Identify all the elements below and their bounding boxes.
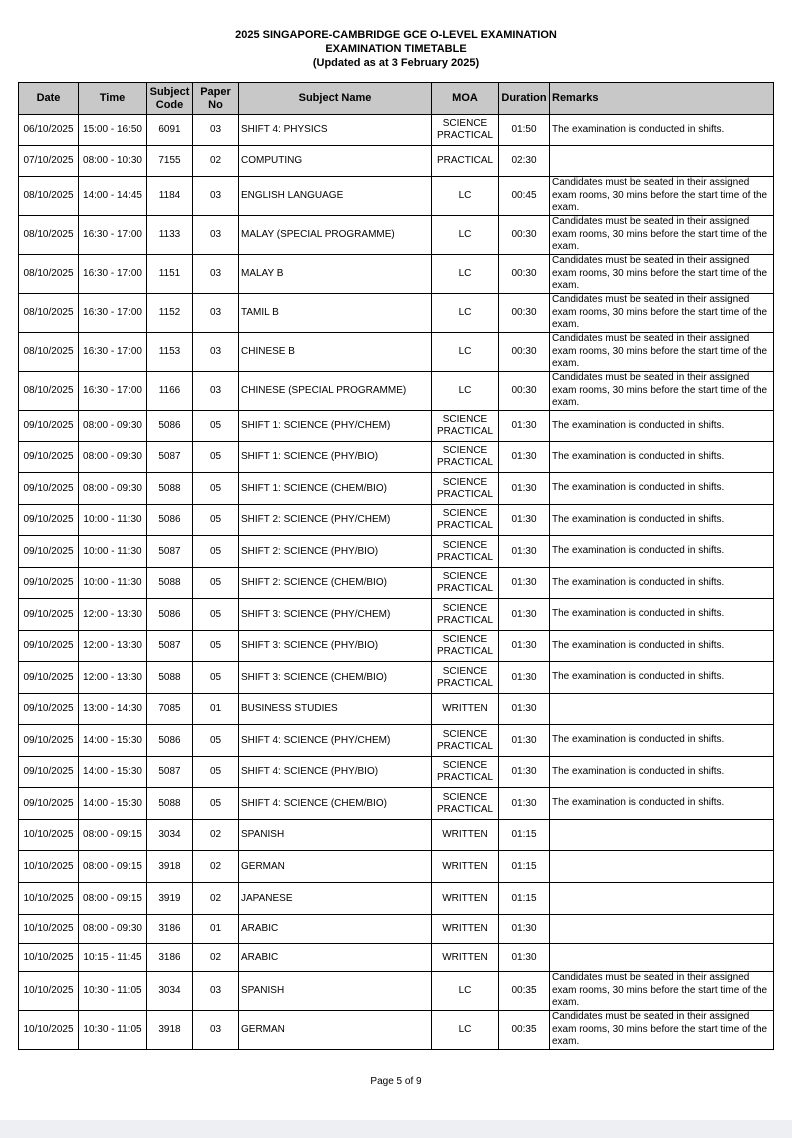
- cell-paper-no: 03: [193, 333, 239, 372]
- cell-remarks: The examination is conducted in shifts.: [550, 442, 774, 473]
- cell-remarks: The examination is conducted in shifts.: [550, 662, 774, 694]
- cell-time: 08:00 - 10:30: [79, 146, 147, 177]
- cell-subject-code: 5088: [147, 788, 193, 820]
- cell-remarks: Candidates must be seated in their assigned exam rooms, 30 mins before the start time of the exam.: [550, 972, 774, 1011]
- table-row: [19, 757, 774, 788]
- cell-time: 14:00 - 15:30: [79, 757, 147, 788]
- cell-remarks: The examination is conducted in shifts.: [550, 568, 774, 599]
- cell-paper-no: 02: [193, 883, 239, 915]
- cell-time: 15:00 - 16:50: [79, 115, 147, 146]
- cell-subject-code: 1151: [147, 255, 193, 294]
- table-row: [19, 255, 774, 294]
- table-row: [19, 216, 774, 255]
- cell-remarks: The examination is conducted in shifts.: [550, 599, 774, 631]
- cell-subject-name: SPANISH: [239, 820, 432, 851]
- cell-date: 09/10/2025: [19, 757, 79, 788]
- cell-subject-name: SHIFT 3: SCIENCE (PHY/BIO): [239, 631, 432, 662]
- cell-paper-no: 05: [193, 725, 239, 757]
- cell-subject-name: SHIFT 1: SCIENCE (PHY/CHEM): [239, 411, 432, 442]
- cell-date: 08/10/2025: [19, 372, 79, 411]
- cell-date: 09/10/2025: [19, 411, 79, 442]
- cell-duration: 01:15: [499, 883, 550, 915]
- cell-date: 10/10/2025: [19, 883, 79, 915]
- cell-moa: WRITTEN: [432, 851, 499, 883]
- cell-moa: SCIENCE PRACTICAL: [432, 115, 499, 146]
- cell-time: 10:30 - 11:05: [79, 972, 147, 1011]
- cell-time: 14:00 - 14:45: [79, 177, 147, 216]
- cell-time: 16:30 - 17:00: [79, 372, 147, 411]
- cell-duration: 01:30: [499, 411, 550, 442]
- cell-date: 08/10/2025: [19, 216, 79, 255]
- timetable-body: [19, 115, 774, 1050]
- cell-moa: WRITTEN: [432, 820, 499, 851]
- cell-date: 08/10/2025: [19, 333, 79, 372]
- timetable-table: [18, 82, 774, 1050]
- cell-remarks: [550, 146, 774, 177]
- cell-subject-code: 1153: [147, 333, 193, 372]
- table-row: [19, 473, 774, 505]
- table-row: [19, 851, 774, 883]
- cell-subject-code: 5088: [147, 473, 193, 505]
- cell-moa: SCIENCE PRACTICAL: [432, 442, 499, 473]
- cell-remarks: The examination is conducted in shifts.: [550, 757, 774, 788]
- cell-remarks: [550, 944, 774, 972]
- cell-date: 08/10/2025: [19, 177, 79, 216]
- cell-paper-no: 05: [193, 757, 239, 788]
- cell-date: 10/10/2025: [19, 1011, 79, 1050]
- cell-remarks: [550, 915, 774, 944]
- cell-subject-name: SHIFT 4: PHYSICS: [239, 115, 432, 146]
- cell-paper-no: 05: [193, 662, 239, 694]
- cell-moa: PRACTICAL: [432, 146, 499, 177]
- cell-subject-code: 3034: [147, 972, 193, 1011]
- cell-paper-no: 03: [193, 1011, 239, 1050]
- cell-remarks: Candidates must be seated in their assigned exam rooms, 30 mins before the start time of the exam.: [550, 216, 774, 255]
- cell-subject-name: SHIFT 3: SCIENCE (PHY/CHEM): [239, 599, 432, 631]
- cell-paper-no: 05: [193, 536, 239, 568]
- cell-remarks: Candidates must be seated in their assigned exam rooms, 30 mins before the start time of the exam.: [550, 333, 774, 372]
- cell-date: 07/10/2025: [19, 146, 79, 177]
- col-header-duration: Duration: [499, 83, 550, 115]
- cell-moa: SCIENCE PRACTICAL: [432, 568, 499, 599]
- cell-time: 08:00 - 09:15: [79, 883, 147, 915]
- cell-subject-name: COMPUTING: [239, 146, 432, 177]
- cell-subject-name: SHIFT 4: SCIENCE (PHY/BIO): [239, 757, 432, 788]
- cell-subject-name: ARABIC: [239, 944, 432, 972]
- cell-duration: 01:30: [499, 694, 550, 725]
- cell-subject-code: 5088: [147, 568, 193, 599]
- cell-moa: SCIENCE PRACTICAL: [432, 788, 499, 820]
- cell-subject-name: SHIFT 1: SCIENCE (PHY/BIO): [239, 442, 432, 473]
- cell-time: 08:00 - 09:30: [79, 473, 147, 505]
- cell-subject-code: 3919: [147, 883, 193, 915]
- update-note: (Updated as at 3 February 2025): [312, 57, 480, 69]
- cell-duration: 01:30: [499, 536, 550, 568]
- cell-remarks: The examination is conducted in shifts.: [550, 473, 774, 505]
- table-row: [19, 536, 774, 568]
- cell-subject-code: 5088: [147, 662, 193, 694]
- cell-moa: WRITTEN: [432, 944, 499, 972]
- timetable-title: EXAMINATION TIMETABLE: [325, 43, 467, 55]
- cell-duration: 01:30: [499, 442, 550, 473]
- col-header-time: Time: [79, 83, 147, 115]
- cell-paper-no: 05: [193, 568, 239, 599]
- cell-paper-no: 03: [193, 294, 239, 333]
- cell-moa: LC: [432, 972, 499, 1011]
- table-row: [19, 1011, 774, 1050]
- cell-subject-name: SHIFT 4: SCIENCE (PHY/CHEM): [239, 725, 432, 757]
- table-row: [19, 294, 774, 333]
- cell-paper-no: 05: [193, 599, 239, 631]
- cell-moa: LC: [432, 177, 499, 216]
- cell-moa: LC: [432, 216, 499, 255]
- cell-moa: WRITTEN: [432, 694, 499, 725]
- cell-duration: 01:30: [499, 505, 550, 536]
- cell-subject-code: 7085: [147, 694, 193, 725]
- cell-moa: WRITTEN: [432, 915, 499, 944]
- table-row: [19, 177, 774, 216]
- table-header-row: [19, 83, 774, 115]
- cell-date: 10/10/2025: [19, 915, 79, 944]
- cell-paper-no: 03: [193, 177, 239, 216]
- cell-paper-no: 02: [193, 851, 239, 883]
- cell-remarks: The examination is conducted in shifts.: [550, 505, 774, 536]
- table-row: [19, 599, 774, 631]
- cell-date: 09/10/2025: [19, 442, 79, 473]
- cell-moa: SCIENCE PRACTICAL: [432, 505, 499, 536]
- cell-date: 09/10/2025: [19, 631, 79, 662]
- cell-paper-no: 05: [193, 631, 239, 662]
- cell-duration: 00:30: [499, 372, 550, 411]
- cell-subject-code: 3034: [147, 820, 193, 851]
- cell-paper-no: 02: [193, 820, 239, 851]
- cell-time: 13:00 - 14:30: [79, 694, 147, 725]
- cell-duration: 01:30: [499, 473, 550, 505]
- cell-subject-code: 1184: [147, 177, 193, 216]
- cell-remarks: The examination is conducted in shifts.: [550, 631, 774, 662]
- cell-subject-code: 5087: [147, 757, 193, 788]
- table-row: [19, 333, 774, 372]
- cell-moa: LC: [432, 255, 499, 294]
- cell-date: 10/10/2025: [19, 972, 79, 1011]
- cell-date: 09/10/2025: [19, 788, 79, 820]
- cell-remarks: [550, 820, 774, 851]
- cell-subject-name: GERMAN: [239, 851, 432, 883]
- cell-subject-name: GERMAN: [239, 1011, 432, 1050]
- cell-duration: 01:50: [499, 115, 550, 146]
- cell-duration: 01:15: [499, 820, 550, 851]
- cell-duration: 00:30: [499, 255, 550, 294]
- cell-duration: 00:30: [499, 294, 550, 333]
- cell-subject-code: 5086: [147, 725, 193, 757]
- cell-date: 09/10/2025: [19, 662, 79, 694]
- viewer-bottom-bar: [0, 1120, 792, 1138]
- cell-paper-no: 03: [193, 216, 239, 255]
- cell-subject-name: SPANISH: [239, 972, 432, 1011]
- cell-moa: SCIENCE PRACTICAL: [432, 631, 499, 662]
- cell-remarks: The examination is conducted in shifts.: [550, 536, 774, 568]
- col-header-subject-name: Subject Name: [239, 83, 432, 115]
- cell-moa: SCIENCE PRACTICAL: [432, 662, 499, 694]
- cell-time: 16:30 - 17:00: [79, 255, 147, 294]
- table-row: [19, 694, 774, 725]
- cell-subject-name: SHIFT 3: SCIENCE (CHEM/BIO): [239, 662, 432, 694]
- cell-time: 16:30 - 17:00: [79, 333, 147, 372]
- cell-duration: 00:45: [499, 177, 550, 216]
- cell-subject-code: 5087: [147, 442, 193, 473]
- cell-duration: 01:30: [499, 631, 550, 662]
- cell-duration: 01:30: [499, 599, 550, 631]
- page-number: Page 5 of 9: [370, 1076, 422, 1087]
- cell-subject-name: BUSINESS STUDIES: [239, 694, 432, 725]
- cell-date: 09/10/2025: [19, 599, 79, 631]
- cell-duration: 02:30: [499, 146, 550, 177]
- cell-date: 09/10/2025: [19, 725, 79, 757]
- table-row: [19, 662, 774, 694]
- col-header-remarks: Remarks: [550, 83, 774, 115]
- cell-duration: 00:30: [499, 216, 550, 255]
- cell-subject-code: 1166: [147, 372, 193, 411]
- cell-subject-name: MALAY B: [239, 255, 432, 294]
- cell-duration: 00:35: [499, 1011, 550, 1050]
- cell-duration: 00:30: [499, 333, 550, 372]
- cell-date: 09/10/2025: [19, 568, 79, 599]
- cell-subject-code: 5087: [147, 536, 193, 568]
- cell-moa: SCIENCE PRACTICAL: [432, 473, 499, 505]
- cell-subject-code: 5086: [147, 599, 193, 631]
- cell-subject-code: 5087: [147, 631, 193, 662]
- table-row: [19, 725, 774, 757]
- cell-duration: 01:30: [499, 725, 550, 757]
- cell-time: 16:30 - 17:00: [79, 294, 147, 333]
- cell-moa: LC: [432, 1011, 499, 1050]
- cell-paper-no: 05: [193, 442, 239, 473]
- table-row: [19, 631, 774, 662]
- cell-remarks: Candidates must be seated in their assigned exam rooms, 30 mins before the start time of the exam.: [550, 1011, 774, 1050]
- cell-paper-no: 03: [193, 255, 239, 294]
- table-row: [19, 883, 774, 915]
- cell-subject-name: SHIFT 2: SCIENCE (PHY/CHEM): [239, 505, 432, 536]
- cell-duration: 01:30: [499, 757, 550, 788]
- cell-date: 09/10/2025: [19, 536, 79, 568]
- cell-date: 09/10/2025: [19, 505, 79, 536]
- cell-moa: SCIENCE PRACTICAL: [432, 599, 499, 631]
- cell-time: 08:00 - 09:30: [79, 411, 147, 442]
- cell-time: 10:30 - 11:05: [79, 1011, 147, 1050]
- cell-remarks: Candidates must be seated in their assigned exam rooms, 30 mins before the start time of the exam.: [550, 372, 774, 411]
- cell-date: 08/10/2025: [19, 294, 79, 333]
- cell-subject-name: CHINESE B: [239, 333, 432, 372]
- cell-paper-no: 03: [193, 372, 239, 411]
- cell-paper-no: 01: [193, 915, 239, 944]
- col-header-paper-no: Paper No: [193, 83, 239, 115]
- cell-paper-no: 05: [193, 473, 239, 505]
- cell-remarks: The examination is conducted in shifts.: [550, 788, 774, 820]
- cell-subject-name: JAPANESE: [239, 883, 432, 915]
- table-row: [19, 146, 774, 177]
- cell-date: 10/10/2025: [19, 851, 79, 883]
- cell-remarks: Candidates must be seated in their assigned exam rooms, 30 mins before the start time of the exam.: [550, 255, 774, 294]
- cell-time: 12:00 - 13:30: [79, 631, 147, 662]
- table-row: [19, 442, 774, 473]
- cell-time: 10:00 - 11:30: [79, 505, 147, 536]
- table-row: [19, 788, 774, 820]
- cell-duration: 00:35: [499, 972, 550, 1011]
- cell-subject-name: SHIFT 2: SCIENCE (PHY/BIO): [239, 536, 432, 568]
- cell-subject-code: 1152: [147, 294, 193, 333]
- cell-moa: LC: [432, 372, 499, 411]
- cell-date: 10/10/2025: [19, 820, 79, 851]
- cell-remarks: Candidates must be seated in their assigned exam rooms, 30 mins before the start time of the exam.: [550, 294, 774, 333]
- cell-subject-name: SHIFT 1: SCIENCE (CHEM/BIO): [239, 473, 432, 505]
- table-row: [19, 972, 774, 1011]
- col-header-date: Date: [19, 83, 79, 115]
- cell-duration: 01:30: [499, 568, 550, 599]
- cell-subject-name: SHIFT 2: SCIENCE (CHEM/BIO): [239, 568, 432, 599]
- cell-date: 09/10/2025: [19, 694, 79, 725]
- cell-time: 10:15 - 11:45: [79, 944, 147, 972]
- cell-subject-code: 3918: [147, 1011, 193, 1050]
- cell-time: 16:30 - 17:00: [79, 216, 147, 255]
- cell-subject-code: 5086: [147, 505, 193, 536]
- cell-subject-code: 7155: [147, 146, 193, 177]
- cell-moa: SCIENCE PRACTICAL: [432, 536, 499, 568]
- cell-time: 08:00 - 09:15: [79, 820, 147, 851]
- cell-duration: 01:30: [499, 915, 550, 944]
- cell-date: 06/10/2025: [19, 115, 79, 146]
- cell-paper-no: 01: [193, 694, 239, 725]
- cell-remarks: [550, 694, 774, 725]
- cell-subject-name: ENGLISH LANGUAGE: [239, 177, 432, 216]
- cell-date: 10/10/2025: [19, 944, 79, 972]
- cell-subject-name: TAMIL B: [239, 294, 432, 333]
- cell-paper-no: 05: [193, 505, 239, 536]
- cell-remarks: [550, 851, 774, 883]
- document-header: [0, 28, 792, 70]
- cell-duration: 01:30: [499, 788, 550, 820]
- cell-subject-name: SHIFT 4: SCIENCE (CHEM/BIO): [239, 788, 432, 820]
- cell-paper-no: 02: [193, 944, 239, 972]
- table-row: [19, 915, 774, 944]
- table-row: [19, 372, 774, 411]
- cell-time: 12:00 - 13:30: [79, 599, 147, 631]
- cell-subject-name: ARABIC: [239, 915, 432, 944]
- cell-moa: WRITTEN: [432, 883, 499, 915]
- col-header-moa: MOA: [432, 83, 499, 115]
- cell-paper-no: 02: [193, 146, 239, 177]
- cell-time: 10:00 - 11:30: [79, 568, 147, 599]
- col-header-subject-code: Subject Code: [147, 83, 193, 115]
- cell-subject-code: 5086: [147, 411, 193, 442]
- table-row: [19, 944, 774, 972]
- cell-subject-code: 1133: [147, 216, 193, 255]
- cell-time: 14:00 - 15:30: [79, 725, 147, 757]
- cell-moa: SCIENCE PRACTICAL: [432, 411, 499, 442]
- cell-remarks: The examination is conducted in shifts.: [550, 411, 774, 442]
- cell-moa: SCIENCE PRACTICAL: [432, 757, 499, 788]
- cell-subject-code: 3918: [147, 851, 193, 883]
- cell-subject-name: CHINESE (SPECIAL PROGRAMME): [239, 372, 432, 411]
- cell-duration: 01:30: [499, 662, 550, 694]
- cell-moa: LC: [432, 333, 499, 372]
- table-row: [19, 411, 774, 442]
- cell-subject-code: 6091: [147, 115, 193, 146]
- cell-duration: 01:30: [499, 944, 550, 972]
- cell-date: 09/10/2025: [19, 473, 79, 505]
- cell-remarks: The examination is conducted in shifts.: [550, 115, 774, 146]
- cell-time: 12:00 - 13:30: [79, 662, 147, 694]
- exam-title: 2025 SINGAPORE-CAMBRIDGE GCE O-LEVEL EXAMINATION: [235, 29, 557, 41]
- cell-time: 08:00 - 09:30: [79, 442, 147, 473]
- cell-time: 10:00 - 11:30: [79, 536, 147, 568]
- cell-duration: 01:15: [499, 851, 550, 883]
- cell-time: 08:00 - 09:15: [79, 851, 147, 883]
- cell-time: 08:00 - 09:30: [79, 915, 147, 944]
- cell-moa: SCIENCE PRACTICAL: [432, 725, 499, 757]
- cell-paper-no: 05: [193, 411, 239, 442]
- cell-subject-code: 3186: [147, 915, 193, 944]
- cell-date: 08/10/2025: [19, 255, 79, 294]
- cell-paper-no: 03: [193, 972, 239, 1011]
- cell-time: 14:00 - 15:30: [79, 788, 147, 820]
- table-row: [19, 568, 774, 599]
- cell-subject-name: MALAY (SPECIAL PROGRAMME): [239, 216, 432, 255]
- cell-subject-code: 3186: [147, 944, 193, 972]
- table-row: [19, 820, 774, 851]
- cell-paper-no: 03: [193, 115, 239, 146]
- cell-moa: LC: [432, 294, 499, 333]
- cell-remarks: Candidates must be seated in their assigned exam rooms, 30 mins before the start time of the exam.: [550, 177, 774, 216]
- cell-remarks: [550, 883, 774, 915]
- cell-paper-no: 05: [193, 788, 239, 820]
- table-row: [19, 505, 774, 536]
- table-row: [19, 115, 774, 146]
- cell-remarks: The examination is conducted in shifts.: [550, 725, 774, 757]
